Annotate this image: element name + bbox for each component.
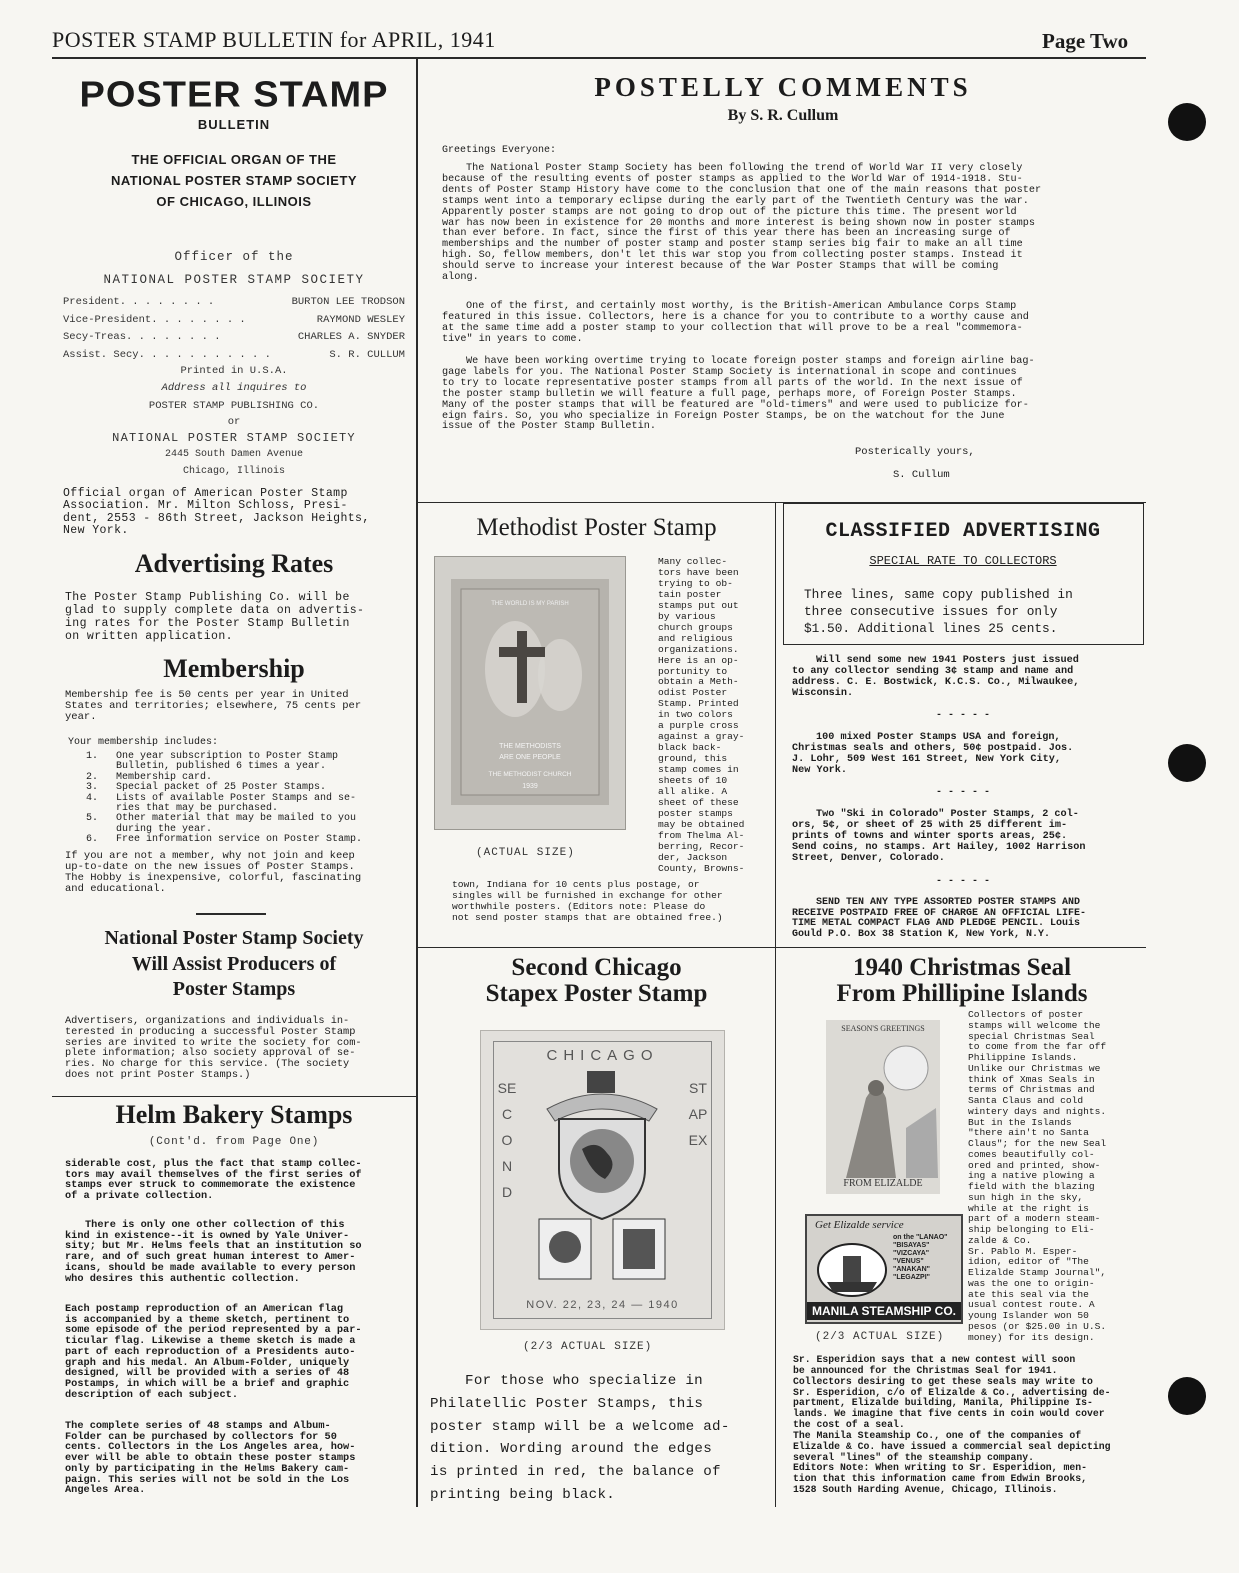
officers-heading: Officer of the xyxy=(174,250,294,264)
membership-title: Membership xyxy=(163,654,305,683)
ship-company: MANILA STEAMSHIP CO. xyxy=(807,1302,961,1320)
chicago-caption: (2/3 ACTUAL SIZE) xyxy=(523,1341,653,1353)
christmas-bottom-text: Sr. Esperidion says that a new contest will soon be announced for the Christmas Seal for 1941. Collectors desiring to get these seals may write to Sr. Esperidion, c/o of Elizalde & Co., advertising de- partment, Elizalde building, Manila, Philippine Is- lands. We imagine that five cents in coin would cover the cost of a seal. The Manila Steamship Co., one of the companies of Elizalde & Co. have issued a commercial seal depicting several "lines" of the steamship company. Editors Note: When writing to Sr. Esperidion, men- tion that this information came from Edwin Brooks, 1528 South Harding Avenue, Chicago, Illinois. xyxy=(793,1354,1111,1496)
helm-continued: (Cont'd. from Page One) xyxy=(148,1136,320,1148)
methodist-stamp-text: ARE ONE PEOPLE xyxy=(499,754,561,761)
advertising-title: Advertising Rates xyxy=(134,549,334,578)
steamship-seal-image xyxy=(805,1214,963,1324)
officer-row xyxy=(63,331,405,349)
officer-row xyxy=(63,314,405,332)
chicago-title: Second Chicago Stapex Poster Stamp xyxy=(485,954,708,1007)
masthead-subtitle: BULLETIN xyxy=(197,117,271,132)
seal-farmer-art xyxy=(826,1038,940,1178)
list-item: 2. Membership card. xyxy=(86,771,213,783)
officers-heading: NATIONAL POSTER STAMP SOCIETY xyxy=(103,273,365,287)
list-item: 4. Lists of available Poster Stamps and se- ries that may be purchased. xyxy=(86,792,357,815)
helm-paragraph: There is only one other collection of this kind in existence--it is owned by Yale Univer- sity; but Mr. Helms feels that an institution so rare, and of such great human interest to Amer- icans, should be made available to every person who desires this authentic collection. xyxy=(65,1219,362,1285)
organ-line: NATIONAL POSTER STAMP SOCIETY xyxy=(110,173,358,188)
organ-line: OF CHICAGO, ILLINOIS xyxy=(156,194,312,209)
official-organ-note: Official organ of American Poster Stamp Association. Mr. Milton Schloss, Presi- dent, 2553 - 86th Street, Jackson Heights, New York. xyxy=(63,487,370,537)
organ-line: THE OFFICIAL ORGAN OF THE xyxy=(131,152,337,167)
running-header-title: POSTER STAMP BULLETIN for APRIL, 1941 xyxy=(52,27,496,52)
officer-role: Secy-Treas. . . . . . . . xyxy=(63,331,221,343)
classified-ad: 100 mixed Poster Stamps USA and foreign, Christmas seals and others, 50¢ postpaid. Jos. J. Lohr, 509 West 161 Street, New York City, New York. xyxy=(792,732,1074,776)
society-city: Chicago, Illinois xyxy=(182,466,286,477)
list-item: 3. Special packet of 25 Poster Stamps. xyxy=(86,782,327,794)
stamp-right-text: STAPEX xyxy=(688,1080,708,1148)
officer-name: S. R. CULLUM xyxy=(329,348,405,361)
methodist-caption: (ACTUAL SIZE) xyxy=(476,847,575,859)
address-note: Address all inquires to xyxy=(161,382,307,394)
christmas-side-text: Collectors of poster stamps will welcome the special Christmas Seal to come from the far off Philippine Islands. Unlike our Christmas we think of Xmas Seals in terms of Christmas and Santa Claus and cold wintery days and nights. But in the Islands "there ain't no Santa Claus"; for the new Seal comes beautifully col- ored and printed, show- ing a native plowing a field with the blazing sun high in the sky, while at the right is part of a modern steam- ship belonging to Eli- zalde & Co. Sr. Pablo M. Esper- idion, editor of "The Elizalde Stamp Journal", was the one to origin- ate this seal via the usual contest route. A young Islander won 50 pesos (or $25.00 in U.S. money) for its design. xyxy=(968,1009,1107,1343)
stapex-emblem xyxy=(527,1069,677,1291)
masthead-logo: POSTER STAMP xyxy=(79,75,389,115)
section-rule xyxy=(416,947,1146,948)
classified-ad: Will send some new 1941 Posters just issued to any collector sending 3¢ stamp and name and address. C. E. Bostwick, K.C.S. Co., Milwaukee, Wisconsin. xyxy=(792,655,1080,699)
chicago-body: For those who specialize in Philatellic Poster Stamps, this poster stamp will be a welcome ad- dition. Wording around the edges is printed in red, the balance of printing being black. xyxy=(430,1373,730,1503)
column-divider xyxy=(775,502,776,948)
classified-body: Three lines, same copy published in three consecutive issues for only $1.50. Additional lines 25 cents. xyxy=(804,587,1073,636)
seal-from: FROM ELIZALDE xyxy=(843,1178,923,1189)
binder-hole xyxy=(1168,744,1206,782)
printed-in: Printed in U.S.A. xyxy=(180,365,288,377)
seal-greeting: SEASON'S GREETINGS xyxy=(841,1024,925,1033)
comments-greeting: Greetings Everyone: xyxy=(442,145,557,156)
header-rule xyxy=(52,57,1146,59)
comments-paragraph: The National Poster Stamp Society has been following the trend of World War II very closely because of the resulting events of poster stamps as applied to the World War of 1914-1918. Stu- dents of Poster Stamp History have come to the conclusion that one of the main reasons that poster stamps went into a temporary eclipse during the early part of the Twentieth Century was the war. Apparently poster stamps are not going to drop out of the picture this time. The present world war has now been in existence for 20 months and more interest is being shown now in poster stamps than ever before. In fact, since the first of this year there has been an increasing surge of memberships and the number of poster stamp and poster stamp series big fair to make an all time high. So, fellow members, don't let this war stop you from collecting poster stamps. Instead it should serve to increase your interest because of the War Poster Stamps that will be coming along. xyxy=(442,163,1042,284)
comments-signature: S. Cullum xyxy=(893,469,950,481)
stamp-left-text: SECOND xyxy=(497,1080,517,1200)
comments-closing: Posterically yours, xyxy=(855,446,975,458)
section-rule xyxy=(52,1096,416,1097)
officer-row xyxy=(63,296,405,314)
helm-paragraph: siderable cost, plus the fact that stamp collec- tors may avail themselves of the first series of stamps ever struck to commemorate the existence of a private collection. xyxy=(65,1158,362,1203)
ad-separator: - - - - - xyxy=(935,710,990,721)
helm-paragraph: Each postamp reproduction of an American flag is accompanied by a theme sketch, pertinent to some episode of the period represented by a par- ticular flag. Likewise a theme sketch is made a part of each reproduction of a Presidents auto- graph and his medal. An Album-Folder, uniquely designed, will be provided with a series of 48 Postamps, in which will be a brief and graphic description of each subject. xyxy=(65,1303,362,1401)
officer-row xyxy=(63,349,405,367)
methodist-stamp-image xyxy=(434,556,626,830)
assist-body: Advertisers, organizations and individuals in- terested in producing a successful Poster Stamp series are invited to write the society for com- plete information; also society approval of se- ries. No charge for this service. (The society does not print Poster Stamps.) xyxy=(65,1015,362,1081)
society-street: 2445 South Damen Avenue xyxy=(164,449,304,460)
ad-separator: - - - - - xyxy=(935,787,990,798)
column-divider xyxy=(416,59,418,1507)
christmas-title: 1940 Christmas Seal From Phillipine Islands xyxy=(836,954,1088,1007)
methodist-side-text: Many collec- tors have been trying to ob- tain poster stamps put out by various church groups and religious organizations. Here is an op- portunity to obtain a Meth- odist Poster Stamp. Printed in two colors a purple cross against a gray- black back- ground, this stamp comes in sheets of 10 all alike. A sheet of these poster stamps may be obtained from Thelma Al- berring, Recor- der, Jackson County, Browns- xyxy=(658,556,745,874)
assist-title: National Poster Stamp Society Will Assist Producers of Poster Stamps xyxy=(104,927,364,1000)
classified-title: CLASSIFIED ADVERTISING xyxy=(825,520,1101,543)
list-item: 5. Other material that may be mailed to you during the year. xyxy=(86,813,357,835)
officer-name: BURTON LEE TRODSON xyxy=(291,296,405,308)
binder-hole xyxy=(1168,103,1206,141)
classified-ad: SEND TEN ANY TYPE ASSORTED POSTER STAMPS AND RECEIVE POSTPAID FREE OF CHARGE AN OFFICIAL LIFE- TIME METAL COMPACT FLAG AND PLEDGE PENCIL. Louis Gould P.O. Box 38 Station K, New York, N.Y. xyxy=(792,897,1087,941)
christmas-seal-image xyxy=(826,1020,940,1194)
methodist-stamp-text: THE METHODISTS xyxy=(499,743,561,750)
officer-name: RAYMOND WESLEY xyxy=(316,313,405,326)
list-item: 1. One year subscription to Poster Stamp Bulletin, published 6 times a year. xyxy=(86,751,339,773)
binder-hole xyxy=(1168,1377,1206,1415)
officer-role: Assist. Secy. . . . . . . . . . . xyxy=(63,348,271,361)
methodist-title: Methodist Poster Stamp xyxy=(476,514,717,541)
officer-name: CHARLES A. SNYDER xyxy=(297,331,405,343)
column-divider xyxy=(775,947,776,1507)
helm-paragraph: The complete series of 48 stamps and Album- Folder can be purchased by collectors for 50 cents. Collectors in the Los Angeles area, how- ever will be able to obtain these poster stamps only by participating in the Helms Bakery cam- paign. This series will not be sold in the Los Angeles Area. xyxy=(65,1420,356,1497)
officer-role: Vice-President. . . . . . . . xyxy=(63,313,246,326)
membership-includes: Your membership includes: xyxy=(68,737,219,748)
helm-title: Helm Bakery Stamps xyxy=(115,1100,353,1129)
society-name: NATIONAL POSTER STAMP SOCIETY xyxy=(112,431,356,445)
methodist-stamp-year: 1939 xyxy=(522,783,538,790)
advertising-body: The Poster Stamp Publishing Co. will be glad to supply complete data on advertis- ing rates for the Poster Stamp Bulletin on written application. xyxy=(65,591,365,643)
chicago-stamp-image xyxy=(480,1030,725,1330)
stamp-date-text: NOV. 22, 23, 24 — 1940 xyxy=(526,1299,679,1311)
ship-tagline: Get Elizalde service xyxy=(815,1219,904,1231)
list-item: 6. Free information service on Poster Stamp. xyxy=(86,834,363,846)
comments-title: POSTELLY COMMENTS xyxy=(594,72,972,102)
methodist-stamp-motto: THE WORLD IS MY PARISH xyxy=(491,601,569,607)
comments-paragraph: We have been working overtime trying to locate foreign poster stamps and foreign airline bag- gage labels for you. The National Poster Stamp Society is international in scope and continues to try to locate representative poster stamps from all parts of the world. In the next issue of the poster stamp bulletin we will feature a full page, perhaps more, of Foreign Poster Stamps. Many of the poster stamps that will be featured are "old-timers" and were used to publicize for- eign fairs. So, you who specialize in Foreign Poster Stamps, be on the watchout for the June issue of the Poster Stamp Bulletin. xyxy=(442,356,1035,433)
membership-intro: Membership fee is 50 cents per year in United States and territories; elsewhere, 75 cents per year. xyxy=(65,689,362,723)
comments-byline: By S. R. Cullum xyxy=(727,107,839,124)
classified-subtitle: SPECIAL RATE TO COLLECTORS xyxy=(869,554,1057,568)
comments-paragraph: One of the first, and certainly most worthy, is the British-American Ambulance Corps Stamp featured in this issue. Collectors, here is a chance for you to contribute to a worthy cause and at the same time add a poster stamp to your collection that will prove to be a real "commemora- tive" in years to come. xyxy=(442,301,1029,345)
methodist-stamp-text: THE METHODIST CHURCH xyxy=(488,771,572,778)
or-label: or xyxy=(227,416,241,428)
ship-names: on the "LANAO" "BISAYAS" "VIZCAYA" "VENUS" "ANAKAN" "LEGAZPI" xyxy=(893,1234,948,1281)
christmas-caption: (2/3 ACTUAL SIZE) xyxy=(815,1331,945,1343)
methodist-bottom-text: town, Indiana for 10 cents plus postage, or singles will be furnished in exchange for other worthwhile posters. (Editors note: Please do not send poster stamps that are obtained free.) xyxy=(452,879,723,923)
page-number: Page Two xyxy=(1042,29,1129,53)
stamp-top-text: CHICAGO xyxy=(546,1047,659,1064)
officers-list xyxy=(63,296,405,366)
officer-role: President. . . . . . . . xyxy=(63,296,215,308)
membership-list xyxy=(86,752,406,846)
short-divider xyxy=(196,913,266,915)
membership-closing: If you are not a member, why not join and keep up-to-date on the new issues of Poster Stamps. The Hobby is inexpensive, colorful, fascinating and educational. xyxy=(65,850,362,895)
ad-separator: - - - - - xyxy=(935,876,990,887)
classified-ad: Two "Ski in Colorado" Poster Stamps, 2 col- ors, 5¢, or sheet of 25 with 25 different im- prints of towns and winter sports areas, 25¢. Send coins, no stamps. Art Hailey, 1002 Harrison Street, Denver, Colorado. xyxy=(792,809,1086,864)
publisher-name: POSTER STAMP PUBLISHING CO. xyxy=(148,400,320,412)
